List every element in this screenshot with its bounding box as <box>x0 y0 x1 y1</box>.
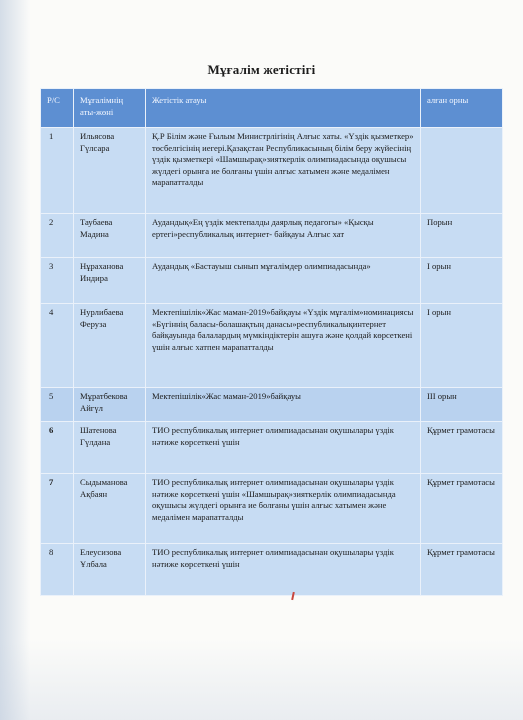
achievements-table <box>40 88 503 596</box>
table-row <box>41 214 503 258</box>
achievement-text: Қ.Р Білім және Ғылым Министрлігінің Алғыс хаты. «Үздік қызметкер» төсбелгісінің иегері.Қазақстан Республикасының білім беру жүйесінің үздік қызметкері «Шамшырақ»зияткерлік олимпиадасында оқушысы жүлдегі орынға ие болғаны үшін алғыс хатымен және медалімен марапатталды <box>146 128 421 214</box>
teacher-name: Таубаева Мадина <box>74 214 146 258</box>
achievement-text: ТИО республикалық интернет олимпиадасынан оқушылары үздік нәтиже көрсеткені үшін <box>146 422 421 474</box>
row-number: 8 <box>41 544 74 596</box>
row-number: 3 <box>41 258 74 304</box>
achievement-text: Аудандық «Бастауыш сынып мұғалімдер олимпиадасында» <box>146 258 421 304</box>
table-row <box>41 422 503 474</box>
table-row <box>41 474 503 544</box>
teacher-name: Нұраханова Индира <box>74 258 146 304</box>
teacher-name: Сыдыманова Ақбаян <box>74 474 146 544</box>
table-row <box>41 388 503 422</box>
place-text: І орын <box>421 258 503 304</box>
red-pen-mark <box>291 592 295 600</box>
achievement-text: ТИО республикалық интернет олимпиадасынан оқушылары үздік нәтиже көрсеткені үшін «Шамшырақ»зияткерлік олимпиадасында оқушысы жүлдегі орынға ие болғаны үшін алғыс хатымен және медалімен марапатталды <box>146 474 421 544</box>
row-number: 7 <box>41 474 74 544</box>
header-teacher-name: Мұғалімнің аты-жөні <box>74 89 146 128</box>
scan-bottom-shade <box>0 640 523 720</box>
achievement-text: Мектепішілік«Жас маман-2019»байқауы <box>146 388 421 422</box>
table-row <box>41 544 503 596</box>
teacher-name: Ильясова Гүлсара <box>74 128 146 214</box>
place-text: Құрмет грамотасы <box>421 544 503 596</box>
achievement-text: Мектепішілік«Жас маман-2019»байқауы «Үздік мұғалім»номинациясы «Бүгіннің баласы-болашақтың данасы»республикалықинтернет байқауында балалардың мүмкіндіктерін ашуға және қолдай көрсеткені үшін алғыс хатпен марапатталды <box>146 304 421 388</box>
scan-edge-shadow <box>0 0 30 720</box>
table-row <box>41 128 503 214</box>
table-header-row <box>41 89 503 128</box>
header-place: алған орны <box>421 89 503 128</box>
achievement-text: Аудандық«Ең үздік мектепалды даярлық педагогы» «Қысқы ертегі»республикалық интернет- байқауы Алғыс хат <box>146 214 421 258</box>
row-number: 6 <box>41 422 74 474</box>
place-text <box>421 128 503 214</box>
achievement-text: ТИО республикалық интернет олимпиадасынан оқушылары үздік нәтиже көрсеткені үшін <box>146 544 421 596</box>
table-row <box>41 304 503 388</box>
place-text: Порын <box>421 214 503 258</box>
header-number: Р/С <box>41 89 74 128</box>
teacher-name: Нурлибаева Феруза <box>74 304 146 388</box>
row-number: 4 <box>41 304 74 388</box>
place-text: І орын <box>421 304 503 388</box>
teacher-name: Елеусизова Ұлбала <box>74 544 146 596</box>
place-text: ІІІ орын <box>421 388 503 422</box>
header-achievement: Жетістік атауы <box>146 89 421 128</box>
row-number: 2 <box>41 214 74 258</box>
row-number: 1 <box>41 128 74 214</box>
table-row <box>41 258 503 304</box>
place-text: Құрмет грамотасы <box>421 474 503 544</box>
place-text: Құрмет грамотасы <box>421 422 503 474</box>
row-number: 5 <box>41 388 74 422</box>
teacher-name: Мұратбекова Айгүл <box>74 388 146 422</box>
document-title: Мұғалім жетістігі <box>207 62 316 77</box>
teacher-name: Шатенова Гүлдана <box>74 422 146 474</box>
